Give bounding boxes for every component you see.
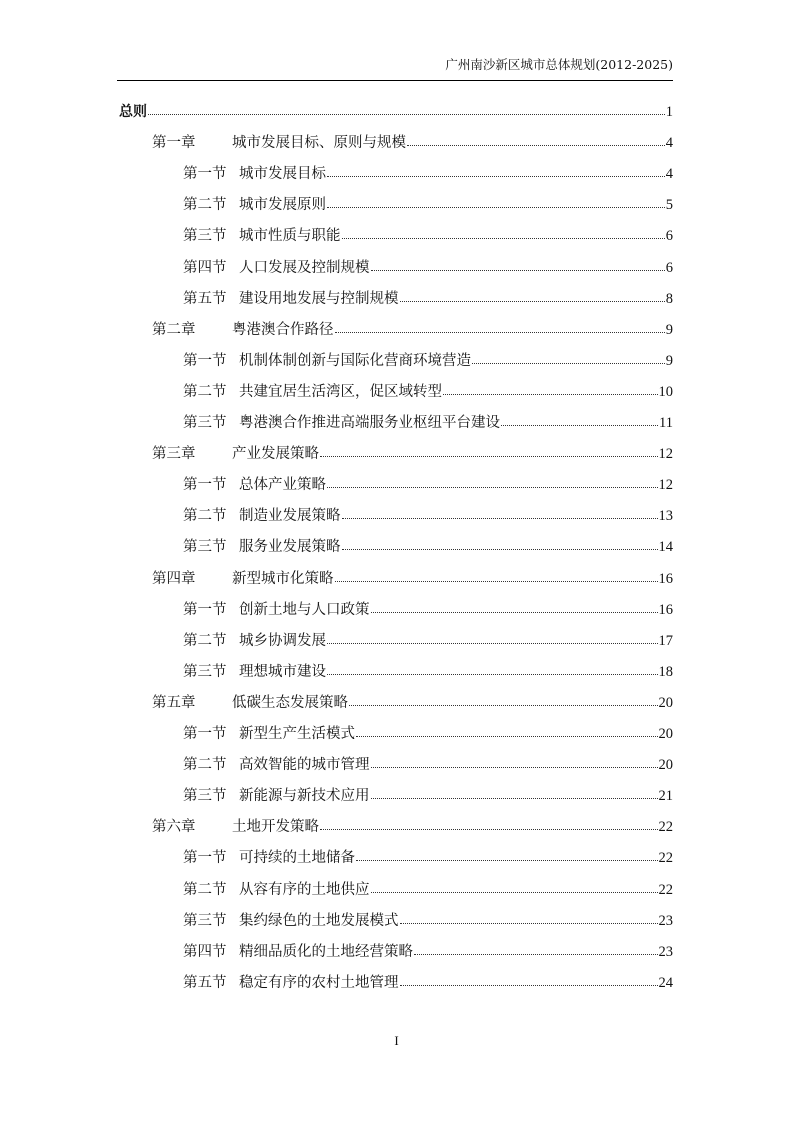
toc-entry-page: 5	[665, 197, 673, 214]
toc-entry-number: 第四章	[152, 570, 196, 587]
dot-leader	[148, 114, 665, 115]
dot-leader	[342, 549, 658, 550]
toc-entry-label	[183, 257, 370, 279]
dot-leader	[472, 363, 665, 364]
toc-entry-title: 从容有序的土地供应	[239, 881, 370, 898]
toc-entry-label	[152, 443, 319, 465]
toc-entry-page: 12	[658, 477, 673, 494]
toc-entry-chapter[interactable]	[152, 443, 673, 465]
toc-entry-page: 22	[658, 881, 673, 898]
toc-entry-title: 新能源与新技术应用	[239, 788, 370, 805]
toc-entry-title: 城市发展目标、原则与规模	[232, 135, 406, 152]
toc-entry-section[interactable]	[183, 536, 673, 558]
toc-entry-label	[183, 412, 500, 434]
toc-entry-page: 13	[658, 508, 673, 525]
toc-entry-title: 创新土地与人口政策	[239, 601, 370, 618]
toc-entry-title: 新型生产生活模式	[239, 726, 355, 742]
toc-entry-label	[183, 847, 355, 869]
toc-entry-label	[183, 194, 326, 216]
toc-entry-number: 第六章	[152, 819, 196, 836]
running-header: 广州南沙新区城市总体规划(2012-2025)	[445, 57, 673, 72]
toc-entry-label	[152, 319, 334, 341]
toc-entry-page: 17	[658, 632, 673, 649]
toc-entry-number: 第五节	[183, 290, 227, 307]
toc-entry-label	[183, 785, 370, 807]
toc-entry-title: 共建宜居生活湾区，促区域转型	[239, 383, 442, 400]
toc-entry-chapter[interactable]	[152, 692, 673, 714]
toc-entry-label	[183, 536, 341, 558]
toc-entry-page: 12	[658, 446, 673, 463]
toc-entry-page: 21	[658, 788, 673, 805]
dot-leader	[371, 767, 658, 768]
toc-entry-label	[183, 599, 370, 621]
toc-entry-number: 第三节	[183, 663, 227, 680]
toc-entry-title: 粤港澳合作推进高端服务业枢纽平台建设	[239, 415, 500, 431]
toc-entry-page: 8	[665, 290, 673, 307]
toc-entry-title: 土地开发策略	[232, 819, 319, 836]
toc-entry-number: 第二节	[183, 881, 227, 898]
toc-entry-page: 23	[658, 912, 673, 929]
toc-entry-title: 服务业发展策略	[239, 539, 341, 556]
toc-entry-page: 23	[658, 943, 673, 960]
toc-entry-section[interactable]	[183, 350, 673, 372]
toc-entry-chapter[interactable]	[152, 568, 673, 590]
toc-entry-number: 第二节	[183, 508, 227, 525]
toc-entry-number: 第三节	[183, 788, 227, 805]
toc-entry-page: 9	[665, 321, 673, 338]
toc-entry-section[interactable]	[183, 723, 673, 745]
toc-entry-page: 24	[658, 974, 673, 991]
toc-entry-title: 机制体制创新与国际化营商环境营造	[239, 352, 471, 369]
toc-entry-chapter[interactable]	[152, 816, 673, 838]
toc-entry-label	[183, 754, 370, 776]
dot-leader	[320, 456, 658, 457]
toc-entry-section[interactable]	[183, 910, 673, 932]
toc-entry-label	[183, 225, 341, 247]
toc-entry-label	[152, 132, 406, 154]
toc-entry-section[interactable]	[183, 754, 673, 776]
dot-leader	[400, 985, 658, 986]
toc-entry-number: 第二节	[183, 757, 227, 774]
dot-leader	[335, 332, 665, 333]
toc-entry-title: 总体产业策略	[239, 477, 326, 494]
dot-leader	[400, 923, 658, 924]
dot-leader	[356, 736, 658, 737]
toc-entry-label	[183, 163, 326, 185]
toc-entry-title: 稳定有序的农村土地管理	[239, 974, 399, 991]
toc-entry-title: 新型城市化策略	[232, 570, 334, 587]
toc-entry-title: 可持续的土地储备	[239, 850, 355, 867]
toc-entry-page: 14	[658, 539, 673, 556]
toc-entry-page: 18	[658, 663, 673, 680]
toc-entry-number: 第五章	[152, 694, 196, 711]
dot-leader	[327, 487, 658, 488]
toc-entry-section[interactable]	[183, 505, 673, 527]
toc-entry-page: 10	[658, 383, 673, 400]
toc-entry-number: 第一节	[183, 601, 227, 618]
toc-entry-section[interactable]	[183, 288, 673, 310]
toc-entry-page: 4	[665, 135, 673, 152]
toc-entry-label	[183, 972, 399, 994]
toc-entry-page: 20	[658, 694, 673, 711]
toc-entry-page: 20	[658, 726, 673, 742]
toc-entry-number: 第五节	[183, 974, 227, 991]
toc-entry-title: 人口发展及控制规模	[239, 259, 370, 276]
dot-leader	[327, 674, 658, 675]
toc-entry-section[interactable]	[183, 381, 673, 403]
toc-entry-section[interactable]	[183, 257, 673, 279]
toc-entry-label	[183, 879, 370, 901]
toc-entry-page: 16	[658, 570, 673, 587]
dot-leader	[443, 394, 658, 395]
dot-leader	[501, 425, 658, 426]
dot-leader	[414, 954, 658, 955]
toc-entry-number: 第一节	[183, 850, 227, 867]
toc-entry-number: 第二章	[152, 321, 196, 338]
page-number: I	[394, 1033, 399, 1048]
toc-entry-page: 11	[659, 415, 673, 431]
toc-entry-label	[152, 816, 319, 838]
toc-entry-page: 6	[665, 228, 673, 245]
dot-leader	[320, 829, 658, 830]
toc-entry-section[interactable]	[183, 879, 673, 901]
dot-leader	[371, 270, 665, 271]
toc-entry-page: 6	[665, 259, 673, 276]
toc-entry-title: 产业发展策略	[232, 446, 319, 463]
dot-leader	[371, 612, 658, 613]
dot-leader	[371, 892, 658, 893]
toc-entry-number: 第三节	[183, 228, 227, 245]
toc-entry-number: 第二节	[183, 632, 227, 649]
toc-entry-label	[183, 350, 471, 372]
toc-entry-label	[183, 474, 326, 496]
toc-entry-label	[119, 101, 147, 123]
dot-leader	[327, 176, 665, 177]
toc-entry-number: 第二节	[183, 197, 227, 214]
toc-entry-title: 城市发展目标	[239, 166, 326, 183]
dot-leader	[407, 145, 665, 146]
toc-entry-title: 精细品质化的土地经营策略	[239, 943, 413, 960]
toc-entry-label	[183, 910, 399, 932]
toc-entry-label	[183, 723, 355, 745]
toc-entry-label	[183, 941, 413, 963]
toc-entry-number: 第三节	[183, 415, 227, 431]
toc-entry-number: 第三节	[183, 539, 227, 556]
toc-entry-number: 第三章	[152, 446, 196, 463]
toc-entry-title: 城市发展原则	[239, 197, 326, 214]
toc-entry-title: 总则	[119, 104, 147, 120]
header-rule	[117, 80, 673, 81]
toc-entry-title: 低碳生态发展策略	[232, 694, 348, 711]
toc-entry-title: 建设用地发展与控制规模	[239, 290, 399, 307]
dot-leader	[400, 301, 665, 302]
toc-entry-title: 高效智能的城市管理	[239, 757, 370, 774]
toc-entry-section[interactable]	[183, 194, 673, 216]
toc-entry-number: 第四节	[183, 259, 227, 276]
toc-entry-title: 集约绿色的土地发展模式	[239, 912, 399, 929]
toc-entry-title: 制造业发展策略	[239, 508, 341, 525]
toc-entry-page: 16	[658, 601, 673, 618]
toc-entry-number: 第一节	[183, 352, 227, 369]
toc-entry-general[interactable]	[119, 101, 673, 123]
dot-leader	[356, 860, 658, 861]
dot-leader	[335, 581, 658, 582]
toc-entry-label	[152, 692, 348, 714]
toc-entry-section[interactable]	[183, 225, 673, 247]
toc-entry-number: 第四节	[183, 943, 227, 960]
toc-entry-page: 22	[658, 850, 673, 867]
toc-entry-page: 20	[658, 757, 673, 774]
toc-entry-page: 1	[665, 104, 673, 120]
toc-entry-section[interactable]	[183, 847, 673, 869]
toc-entry-title: 粤港澳合作路径	[232, 321, 334, 338]
toc-entry-section[interactable]	[183, 630, 673, 652]
toc-entry-chapter[interactable]	[152, 132, 673, 154]
toc-entry-section[interactable]	[183, 972, 673, 994]
toc-entry-section[interactable]	[183, 163, 673, 185]
toc-entry-number: 第一章	[152, 135, 196, 152]
toc-entry-section[interactable]	[183, 599, 673, 621]
toc-entry-title: 理想城市建设	[239, 663, 326, 680]
toc-entry-title: 城市性质与职能	[239, 228, 341, 245]
toc-entry-number: 第一节	[183, 726, 227, 742]
dot-leader	[327, 207, 665, 208]
toc-entry-label	[183, 381, 442, 403]
toc-entry-section[interactable]	[183, 474, 673, 496]
toc-entry-label	[152, 568, 334, 590]
dot-leader	[371, 798, 658, 799]
toc-entry-number: 第二节	[183, 383, 227, 400]
toc-entry-label	[183, 661, 326, 683]
toc-entry-page: 4	[665, 166, 673, 183]
toc-entry-number: 第一节	[183, 166, 227, 183]
dot-leader	[349, 705, 658, 706]
dot-leader	[342, 518, 658, 519]
toc-entry-section[interactable]	[183, 785, 673, 807]
toc-entry-page: 22	[658, 819, 673, 836]
toc-entry-page: 9	[665, 352, 673, 369]
toc-entry-label	[183, 505, 341, 527]
toc-entry-label	[183, 288, 399, 310]
dot-leader	[342, 238, 665, 239]
toc-entry-label	[183, 630, 326, 652]
dot-leader	[327, 643, 658, 644]
toc-entry-section[interactable]	[183, 661, 673, 683]
toc-entry-number: 第三节	[183, 912, 227, 929]
toc-entry-section[interactable]	[183, 941, 673, 963]
toc-entry-chapter[interactable]	[152, 319, 673, 341]
toc-entry-number: 第一节	[183, 477, 227, 494]
toc-entry-section[interactable]	[183, 412, 673, 434]
toc-entry-title: 城乡协调发展	[239, 632, 326, 649]
